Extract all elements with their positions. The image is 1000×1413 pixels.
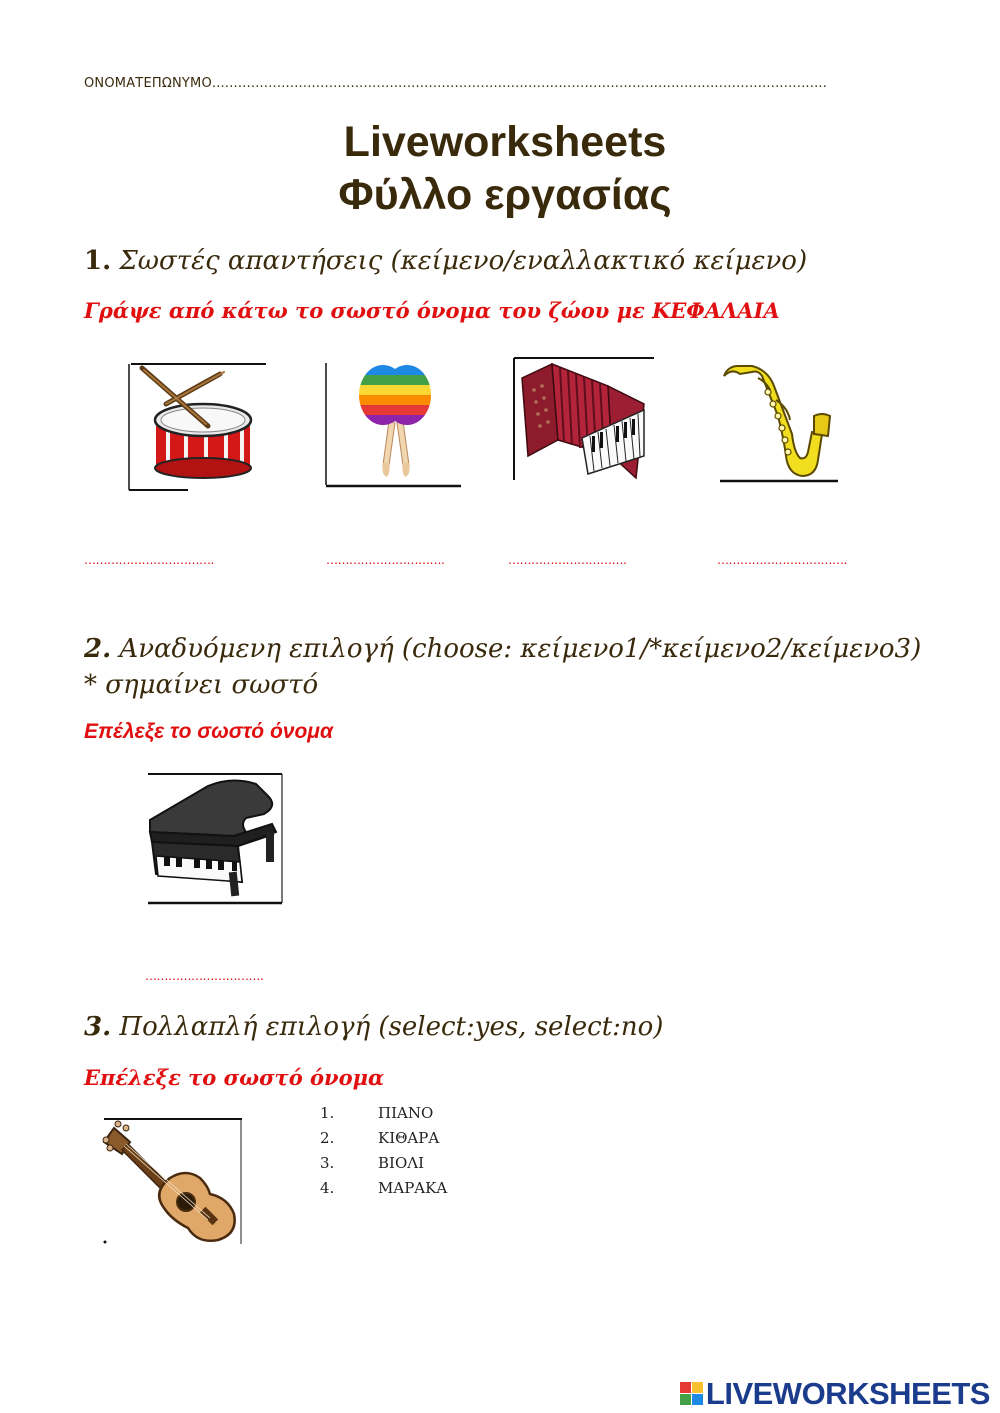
maracas-image — [325, 361, 463, 489]
answer-blank-drum[interactable]: ……………………………. — [84, 553, 214, 567]
section2-heading-note: * σημαίνει σωστό — [84, 670, 319, 700]
answer-blank-saxophone[interactable]: ……………………………. — [717, 553, 847, 567]
option-number: 3. — [320, 1154, 335, 1172]
drum-image — [128, 362, 268, 492]
accordion-icon — [512, 356, 656, 482]
section2-number: 2. — [84, 634, 112, 664]
maracas-icon — [325, 361, 463, 489]
section1-heading-text: Σωστές απαντήσεις (κείμενο/εναλλακτικό κείμενο) — [111, 246, 808, 276]
liveworksheets-logo-icon — [680, 1380, 704, 1408]
saxophone-icon — [718, 356, 840, 484]
guitar-icon — [100, 1116, 244, 1248]
answer-dropdown-piano[interactable]: …………………………. — [145, 969, 264, 983]
student-name-line: ΟΝΟΜΑΤΕΠΩΝΥΜΟ.............................................................................................................................................. — [84, 76, 828, 91]
section1-instruction: Γράψε από κάτω το σωστό όνομα του ζώου με ΚΕΦΑΛΑΙΑ — [84, 298, 780, 323]
guitar-image — [100, 1116, 244, 1248]
answer-blank-accordion[interactable]: …………………………. — [508, 553, 627, 567]
option-number: 4. — [320, 1179, 335, 1197]
options-list — [320, 1104, 447, 1204]
option-item[interactable] — [320, 1129, 447, 1154]
option-item[interactable] — [320, 1104, 447, 1129]
logo-tile-red — [680, 1382, 691, 1393]
drum-icon — [128, 362, 268, 492]
section2-heading-text: Αναδυόμενη επιλογή (choose: κείμενο1/*κείμενο2/κείμενο3) — [111, 634, 922, 664]
section3-instruction: Επέλεξε το σωστό όνομα — [84, 1065, 385, 1090]
logo-tile-green — [680, 1394, 691, 1405]
section3-number: 3. — [84, 1012, 112, 1042]
piano-image — [146, 772, 284, 906]
page-title: Liveworksheets — [343, 118, 667, 166]
piano-icon — [146, 772, 284, 906]
option-label[interactable]: ΒΙΟΛΙ — [378, 1154, 425, 1172]
section3-heading — [84, 1012, 663, 1042]
brand-name: LIVEWORKSHEETS — [705, 1376, 990, 1411]
answer-blank-maracas[interactable]: …………………………. — [326, 553, 445, 567]
section1-heading — [84, 246, 807, 276]
option-number: 2. — [320, 1129, 335, 1147]
option-item[interactable] — [320, 1154, 447, 1179]
option-number: 1. — [320, 1104, 335, 1122]
section2-heading — [84, 634, 921, 664]
section1-number: 1. — [84, 246, 112, 276]
liveworksheets-brand — [680, 1376, 990, 1412]
section2-instruction: Επέλεξε το σωστό όνομα — [84, 720, 333, 743]
section3-heading-text: Πολλαπλή επιλογή (select:yes, select:no) — [111, 1012, 664, 1042]
saxophone-image — [718, 356, 840, 484]
page-subtitle: Φύλλο εργασίας — [338, 171, 672, 219]
option-label[interactable]: ΠΙΑΝΟ — [378, 1104, 434, 1122]
logo-tile-blue — [692, 1394, 703, 1405]
logo-tile-yellow — [692, 1382, 703, 1393]
accordion-image — [512, 356, 656, 482]
option-item[interactable] — [320, 1179, 447, 1204]
option-label[interactable]: ΜΑΡΑΚΑ — [378, 1179, 448, 1197]
option-label[interactable]: ΚΙΘΑΡΑ — [378, 1129, 440, 1147]
